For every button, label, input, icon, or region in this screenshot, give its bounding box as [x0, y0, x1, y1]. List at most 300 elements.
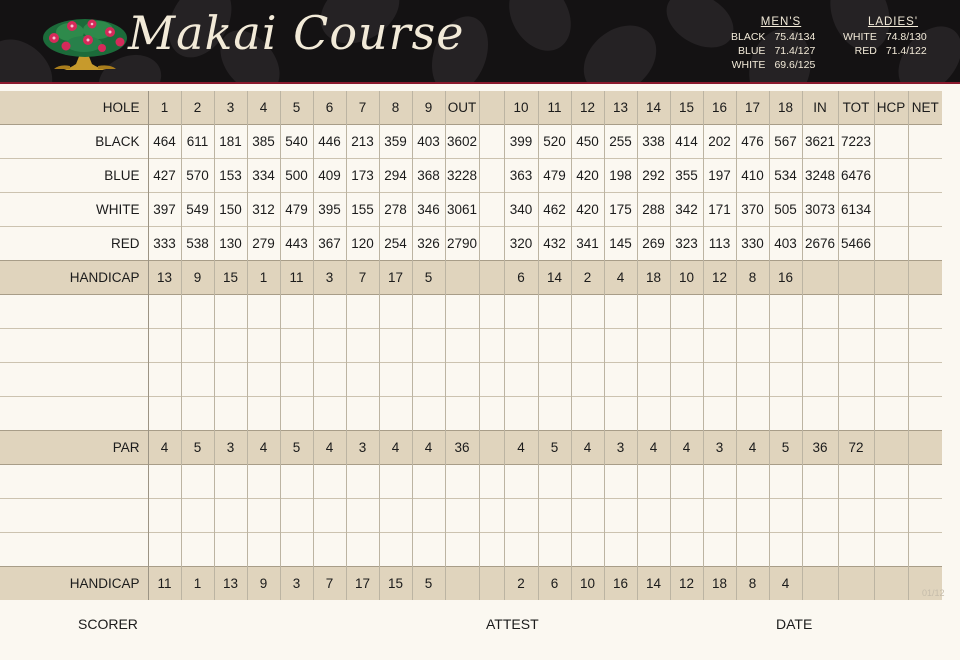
score-cell: 4	[604, 261, 637, 295]
score-cell[interactable]	[280, 465, 313, 499]
score-cell: 395	[313, 193, 346, 227]
score-cell: 294	[379, 159, 412, 193]
score-cell[interactable]	[313, 533, 346, 567]
score-cell[interactable]	[670, 499, 703, 533]
score-entry-row	[0, 499, 942, 533]
score-cell[interactable]	[247, 329, 280, 363]
score-cell: 292	[637, 159, 670, 193]
header-divider	[0, 82, 960, 84]
score-cell[interactable]	[346, 295, 379, 329]
score-cell[interactable]	[838, 465, 874, 499]
score-cell[interactable]	[148, 363, 181, 397]
score-cell[interactable]	[703, 533, 736, 567]
score-cell[interactable]	[148, 329, 181, 363]
score-cell[interactable]	[571, 363, 604, 397]
score-cell[interactable]	[214, 295, 247, 329]
score-cell	[479, 261, 504, 295]
score-cell[interactable]	[313, 295, 346, 329]
score-cell[interactable]	[280, 329, 313, 363]
score-cell: 16	[604, 567, 637, 601]
column-header: 7	[346, 91, 379, 125]
score-cell[interactable]	[736, 329, 769, 363]
score-cell: 540	[280, 125, 313, 159]
score-cell: 1	[247, 261, 280, 295]
score-cell[interactable]	[736, 295, 769, 329]
score-cell[interactable]	[148, 397, 181, 431]
score-cell: 4	[504, 431, 538, 465]
attest-label: ATTEST	[486, 616, 539, 632]
score-cell[interactable]	[379, 533, 412, 567]
score-entry-row	[0, 363, 942, 397]
score-cell[interactable]	[313, 465, 346, 499]
score-cell[interactable]	[571, 329, 604, 363]
score-cell[interactable]	[637, 295, 670, 329]
score-cell[interactable]	[908, 465, 942, 499]
score-cell[interactable]	[874, 363, 908, 397]
column-header: 6	[313, 91, 346, 125]
column-header: 9	[412, 91, 445, 125]
score-cell[interactable]	[346, 397, 379, 431]
score-cell	[908, 193, 942, 227]
score-cell[interactable]	[247, 363, 280, 397]
handicap-row	[0, 567, 942, 601]
score-cell[interactable]	[379, 397, 412, 431]
score-cell[interactable]	[346, 499, 379, 533]
mens-ratings	[731, 16, 831, 72]
score-cell: 446	[313, 125, 346, 159]
score-cell[interactable]	[703, 329, 736, 363]
score-cell[interactable]	[412, 533, 445, 567]
score-cell: 17	[346, 567, 379, 601]
score-cell[interactable]	[769, 465, 802, 499]
score-cell: 409	[313, 159, 346, 193]
score-cell[interactable]	[214, 533, 247, 567]
score-cell[interactable]	[313, 499, 346, 533]
score-cell[interactable]	[736, 533, 769, 567]
score-cell[interactable]	[874, 533, 908, 567]
score-cell: 10	[670, 261, 703, 295]
score-cell: 340	[504, 193, 538, 227]
column-header: 12	[571, 91, 604, 125]
score-cell[interactable]	[504, 295, 538, 329]
score-cell[interactable]	[874, 499, 908, 533]
score-cell[interactable]	[412, 295, 445, 329]
score-cell: 3	[346, 431, 379, 465]
column-header: IN	[802, 91, 838, 125]
tee-row	[0, 125, 942, 159]
score-cell[interactable]	[571, 533, 604, 567]
score-cell: 5	[280, 431, 313, 465]
score-cell: 254	[379, 227, 412, 261]
score-cell: 326	[412, 227, 445, 261]
score-cell[interactable]	[874, 295, 908, 329]
score-cell[interactable]	[670, 295, 703, 329]
score-cell[interactable]	[214, 329, 247, 363]
score-cell[interactable]	[445, 295, 479, 329]
score-cell[interactable]	[346, 363, 379, 397]
score-cell[interactable]	[703, 465, 736, 499]
score-cell[interactable]	[769, 533, 802, 567]
score-cell: 15	[379, 567, 412, 601]
score-cell[interactable]	[379, 465, 412, 499]
column-header: 18	[769, 91, 802, 125]
score-cell[interactable]	[838, 397, 874, 431]
score-cell: 341	[571, 227, 604, 261]
score-cell: 11	[148, 567, 181, 601]
rating-tee: WHITE	[731, 59, 766, 71]
score-cell[interactable]	[874, 465, 908, 499]
score-cell[interactable]	[908, 397, 942, 431]
score-cell[interactable]	[637, 465, 670, 499]
score-cell[interactable]	[379, 499, 412, 533]
score-cell: 2676	[802, 227, 838, 261]
score-cell: 12	[703, 261, 736, 295]
score-cell[interactable]	[445, 363, 479, 397]
score-cell: 4	[148, 431, 181, 465]
score-cell	[802, 567, 838, 601]
score-cell: 3621	[802, 125, 838, 159]
score-cell: 367	[313, 227, 346, 261]
score-cell[interactable]	[838, 499, 874, 533]
column-header: 2	[181, 91, 214, 125]
score-cell: 420	[571, 193, 604, 227]
score-cell[interactable]	[538, 295, 571, 329]
score-cell[interactable]	[412, 329, 445, 363]
score-cell[interactable]	[313, 363, 346, 397]
score-cell: 3	[604, 431, 637, 465]
score-cell	[479, 227, 504, 261]
score-cell: 5	[538, 431, 571, 465]
score-cell[interactable]	[445, 499, 479, 533]
score-cell[interactable]	[604, 533, 637, 567]
score-cell[interactable]	[148, 533, 181, 567]
score-cell[interactable]	[769, 329, 802, 363]
score-cell[interactable]	[181, 499, 214, 533]
score-cell[interactable]	[736, 499, 769, 533]
column-header: 15	[670, 91, 703, 125]
score-cell: 476	[736, 125, 769, 159]
score-cell: 4	[412, 431, 445, 465]
score-cell[interactable]	[571, 397, 604, 431]
score-cell: 7223	[838, 125, 874, 159]
score-cell: 13	[214, 567, 247, 601]
rating-value: 74.8/130	[885, 31, 927, 43]
score-entry-row	[0, 533, 942, 567]
score-cell[interactable]	[571, 295, 604, 329]
score-cell[interactable]	[479, 329, 504, 363]
mens-ratings-heading: MEN'S	[760, 16, 802, 28]
handicap-row	[0, 261, 942, 295]
score-cell[interactable]	[604, 499, 637, 533]
score-cell[interactable]	[874, 329, 908, 363]
score-cell[interactable]	[445, 329, 479, 363]
score-cell: 3	[703, 431, 736, 465]
score-cell[interactable]	[838, 329, 874, 363]
score-cell[interactable]	[247, 499, 280, 533]
score-cell[interactable]	[181, 397, 214, 431]
score-cell[interactable]	[280, 295, 313, 329]
score-cell[interactable]	[379, 363, 412, 397]
column-header: 16	[703, 91, 736, 125]
score-cell[interactable]	[802, 499, 838, 533]
score-cell: 288	[637, 193, 670, 227]
score-cell: 4	[247, 431, 280, 465]
score-cell[interactable]	[280, 533, 313, 567]
score-cell[interactable]	[908, 295, 942, 329]
score-cell[interactable]	[670, 363, 703, 397]
score-cell	[479, 431, 504, 465]
score-cell[interactable]	[214, 465, 247, 499]
score-cell[interactable]	[538, 329, 571, 363]
score-cell[interactable]	[504, 465, 538, 499]
score-cell[interactable]	[703, 295, 736, 329]
column-header: 10	[504, 91, 538, 125]
rating-row	[843, 44, 927, 58]
score-cell[interactable]	[181, 533, 214, 567]
score-cell[interactable]	[802, 363, 838, 397]
column-header: HCP	[874, 91, 908, 125]
column-header: 5	[280, 91, 313, 125]
score-cell[interactable]	[802, 295, 838, 329]
row-label: HANDICAP	[69, 270, 140, 285]
score-cell[interactable]	[571, 465, 604, 499]
score-cell[interactable]	[908, 363, 942, 397]
score-cell: 16	[769, 261, 802, 295]
score-cell: 5	[412, 567, 445, 601]
score-cell: 14	[637, 567, 670, 601]
score-cell[interactable]	[412, 499, 445, 533]
score-cell: 5	[769, 431, 802, 465]
score-cell[interactable]	[445, 465, 479, 499]
header-banner	[0, 0, 960, 84]
score-cell[interactable]	[908, 499, 942, 533]
score-cell[interactable]	[874, 397, 908, 431]
score-cell[interactable]	[379, 329, 412, 363]
score-cell[interactable]	[313, 397, 346, 431]
score-cell	[908, 431, 942, 465]
score-cell[interactable]	[604, 363, 637, 397]
score-cell[interactable]	[769, 397, 802, 431]
score-cell[interactable]	[479, 397, 504, 431]
score-cell: 450	[571, 125, 604, 159]
score-cell[interactable]	[637, 397, 670, 431]
ladies-ratings-table	[843, 30, 927, 58]
score-cell: 611	[181, 125, 214, 159]
score-cell[interactable]	[479, 465, 504, 499]
score-cell[interactable]	[670, 329, 703, 363]
column-header: 11	[538, 91, 571, 125]
row-label	[0, 465, 148, 499]
score-cell[interactable]	[412, 465, 445, 499]
score-cell: 479	[280, 193, 313, 227]
score-cell[interactable]	[181, 465, 214, 499]
header-row	[0, 91, 942, 125]
score-cell: 2790	[445, 227, 479, 261]
row-label: HANDICAP	[69, 576, 140, 591]
score-cell[interactable]	[670, 533, 703, 567]
score-cell: 36	[445, 431, 479, 465]
score-cell[interactable]	[908, 533, 942, 567]
score-cell: 153	[214, 159, 247, 193]
rating-value: 71.4/127	[774, 45, 816, 57]
score-cell[interactable]	[802, 465, 838, 499]
score-cell[interactable]	[247, 465, 280, 499]
score-cell[interactable]	[838, 533, 874, 567]
score-cell[interactable]	[280, 363, 313, 397]
score-cell[interactable]	[504, 397, 538, 431]
score-cell[interactable]	[412, 363, 445, 397]
score-cell[interactable]	[538, 397, 571, 431]
score-cell[interactable]	[802, 397, 838, 431]
score-cell[interactable]	[769, 295, 802, 329]
score-cell[interactable]	[313, 329, 346, 363]
score-cell[interactable]	[604, 329, 637, 363]
score-cell[interactable]	[637, 363, 670, 397]
score-cell	[908, 125, 942, 159]
score-cell[interactable]	[670, 397, 703, 431]
score-cell[interactable]	[538, 533, 571, 567]
score-cell: 3	[313, 261, 346, 295]
score-cell: 4	[379, 431, 412, 465]
ladies-ratings-heading: LADIES'	[867, 16, 919, 28]
score-cell[interactable]	[445, 397, 479, 431]
score-cell[interactable]	[538, 363, 571, 397]
score-cell[interactable]	[670, 465, 703, 499]
score-cell: 370	[736, 193, 769, 227]
score-cell[interactable]	[838, 295, 874, 329]
score-cell[interactable]	[479, 499, 504, 533]
score-cell	[874, 567, 908, 601]
rating-value: 71.4/122	[885, 45, 927, 57]
score-cell[interactable]	[604, 397, 637, 431]
score-cell[interactable]	[736, 465, 769, 499]
score-cell[interactable]	[736, 397, 769, 431]
score-cell: 549	[181, 193, 214, 227]
score-cell: 171	[703, 193, 736, 227]
score-cell: 72	[838, 431, 874, 465]
score-cell: 17	[379, 261, 412, 295]
score-cell[interactable]	[247, 397, 280, 431]
score-entry-row	[0, 295, 942, 329]
column-header: 14	[637, 91, 670, 125]
score-cell: 567	[769, 125, 802, 159]
score-cell[interactable]	[379, 295, 412, 329]
score-cell: 155	[346, 193, 379, 227]
rating-row	[731, 30, 815, 44]
score-cell[interactable]	[604, 465, 637, 499]
score-cell: 4	[571, 431, 604, 465]
score-cell[interactable]	[571, 499, 604, 533]
score-cell: 385	[247, 125, 280, 159]
score-cell: 505	[769, 193, 802, 227]
score-cell[interactable]	[148, 465, 181, 499]
score-cell[interactable]	[247, 295, 280, 329]
score-cell[interactable]	[504, 363, 538, 397]
column-header: TOT	[838, 91, 874, 125]
score-cell[interactable]	[280, 499, 313, 533]
score-cell[interactable]	[214, 499, 247, 533]
score-cell: 255	[604, 125, 637, 159]
score-cell: 9	[181, 261, 214, 295]
score-cell[interactable]	[445, 533, 479, 567]
score-cell: 403	[769, 227, 802, 261]
score-cell[interactable]	[538, 465, 571, 499]
score-cell: 36	[802, 431, 838, 465]
score-cell[interactable]	[802, 533, 838, 567]
score-cell: 464	[148, 125, 181, 159]
score-cell[interactable]	[181, 363, 214, 397]
score-cell[interactable]	[538, 499, 571, 533]
mens-ratings-table	[731, 30, 815, 72]
score-cell: 8	[736, 261, 769, 295]
score-cell[interactable]	[479, 363, 504, 397]
score-cell[interactable]	[181, 329, 214, 363]
score-cell[interactable]	[346, 329, 379, 363]
score-cell: 427	[148, 159, 181, 193]
score-cell[interactable]	[838, 363, 874, 397]
score-cell[interactable]	[247, 533, 280, 567]
score-cell: 13	[148, 261, 181, 295]
score-cell[interactable]	[280, 397, 313, 431]
score-cell[interactable]	[214, 397, 247, 431]
score-cell	[874, 159, 908, 193]
score-cell[interactable]	[504, 499, 538, 533]
score-cell[interactable]	[802, 329, 838, 363]
ladies-ratings	[843, 16, 943, 58]
score-cell: 363	[504, 159, 538, 193]
score-cell[interactable]	[504, 329, 538, 363]
score-cell[interactable]	[703, 397, 736, 431]
score-cell[interactable]	[637, 499, 670, 533]
score-cell: 12	[670, 567, 703, 601]
score-cell: 173	[346, 159, 379, 193]
score-entry-row	[0, 397, 942, 431]
score-cell[interactable]	[703, 363, 736, 397]
score-cell[interactable]	[479, 295, 504, 329]
score-cell: 342	[670, 193, 703, 227]
score-cell[interactable]	[908, 329, 942, 363]
score-cell: 500	[280, 159, 313, 193]
score-cell[interactable]	[412, 397, 445, 431]
score-cell[interactable]	[736, 363, 769, 397]
score-cell[interactable]	[479, 533, 504, 567]
score-cell[interactable]	[181, 295, 214, 329]
row-label	[0, 397, 148, 431]
score-cell	[874, 261, 908, 295]
score-cell: 6	[538, 567, 571, 601]
score-cell[interactable]	[769, 499, 802, 533]
score-cell: 333	[148, 227, 181, 261]
score-cell: 323	[670, 227, 703, 261]
score-cell[interactable]	[346, 465, 379, 499]
score-cell: 3228	[445, 159, 479, 193]
score-cell[interactable]	[604, 295, 637, 329]
score-cell: 18	[703, 567, 736, 601]
row-label	[0, 363, 148, 397]
score-cell[interactable]	[637, 533, 670, 567]
score-cell[interactable]	[504, 533, 538, 567]
score-cell	[908, 227, 942, 261]
score-cell: 6134	[838, 193, 874, 227]
score-cell[interactable]	[703, 499, 736, 533]
score-cell[interactable]	[769, 363, 802, 397]
score-cell[interactable]	[346, 533, 379, 567]
score-cell: 397	[148, 193, 181, 227]
score-cell[interactable]	[214, 363, 247, 397]
score-cell[interactable]	[148, 499, 181, 533]
score-cell[interactable]	[637, 329, 670, 363]
score-cell[interactable]	[148, 295, 181, 329]
